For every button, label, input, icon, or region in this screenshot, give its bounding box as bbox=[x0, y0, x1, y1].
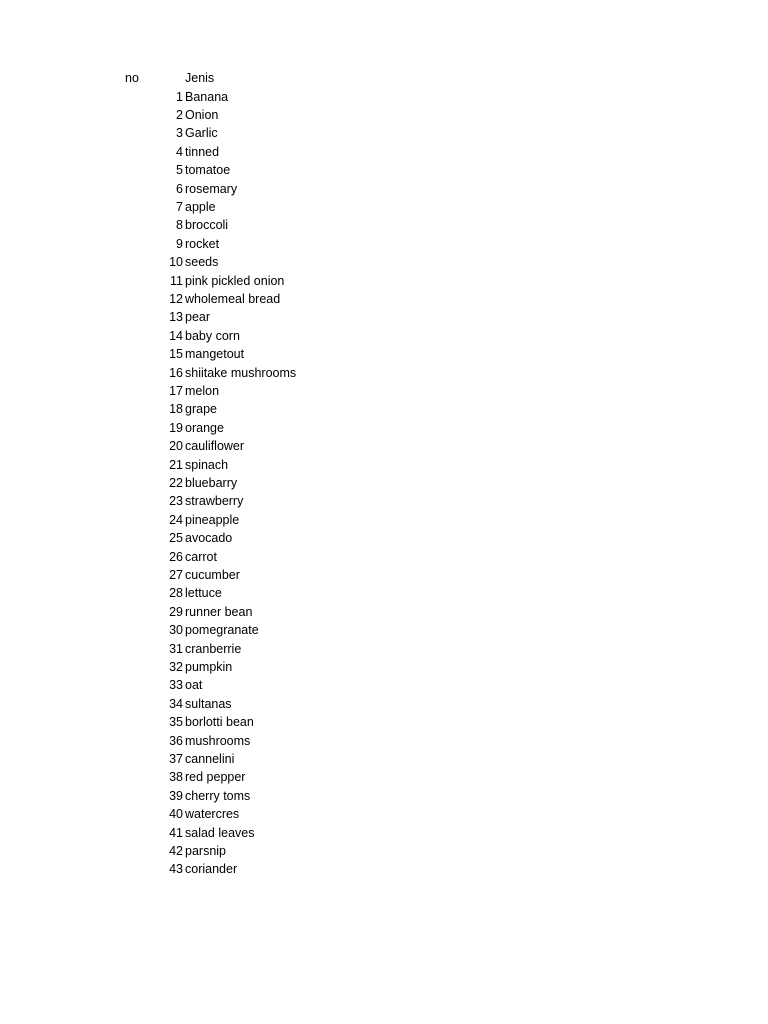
row-jenis: baby corn bbox=[185, 328, 240, 343]
row-jenis: strawberry bbox=[185, 494, 244, 509]
row-number: 22 bbox=[169, 475, 183, 490]
table-row bbox=[0, 566, 768, 584]
row-number: 19 bbox=[169, 420, 183, 435]
table-row bbox=[0, 676, 768, 694]
row-jenis: mangetout bbox=[185, 347, 245, 362]
table-row bbox=[0, 419, 768, 437]
table-row bbox=[0, 272, 768, 290]
row-number: 17 bbox=[169, 383, 183, 398]
row-number: 39 bbox=[169, 788, 183, 803]
row-jenis: cucumber bbox=[185, 567, 240, 582]
row-jenis: tomatoe bbox=[185, 163, 231, 178]
row-jenis: lettuce bbox=[185, 586, 222, 601]
row-jenis: melon bbox=[185, 383, 220, 398]
row-jenis: spinach bbox=[185, 457, 229, 472]
table-row bbox=[0, 548, 768, 566]
table-row bbox=[0, 345, 768, 363]
table-row bbox=[0, 474, 768, 492]
table-row bbox=[0, 732, 768, 750]
row-number: 21 bbox=[169, 457, 183, 472]
table-row bbox=[0, 511, 768, 529]
table-row bbox=[0, 695, 768, 713]
row-number: 8 bbox=[176, 218, 183, 233]
row-jenis: borlotti bean bbox=[185, 715, 254, 730]
table-row bbox=[0, 713, 768, 731]
row-number: 6 bbox=[176, 181, 183, 196]
row-number: 34 bbox=[169, 696, 183, 711]
row-number: 29 bbox=[169, 604, 183, 619]
row-number: 37 bbox=[169, 751, 183, 766]
table-row bbox=[0, 768, 768, 786]
row-number: 16 bbox=[169, 365, 183, 380]
row-number: 2 bbox=[176, 107, 183, 122]
table-row bbox=[0, 658, 768, 676]
row-jenis: cranberrie bbox=[185, 641, 242, 656]
row-jenis: cherry toms bbox=[185, 788, 251, 803]
table-row bbox=[0, 842, 768, 860]
table-row bbox=[0, 290, 768, 308]
table-row bbox=[0, 235, 768, 253]
row-number: 12 bbox=[169, 291, 183, 306]
row-number: 13 bbox=[169, 310, 183, 325]
row-number: 23 bbox=[169, 494, 183, 509]
row-jenis: Onion bbox=[185, 107, 219, 122]
row-number: 42 bbox=[169, 843, 183, 858]
row-jenis: tinned bbox=[185, 144, 220, 159]
row-number: 9 bbox=[176, 236, 183, 251]
row-number: 27 bbox=[169, 567, 183, 582]
row-jenis: parsnip bbox=[185, 843, 226, 858]
row-number: 4 bbox=[176, 144, 183, 159]
row-jenis: pumpkin bbox=[185, 659, 233, 674]
table-row bbox=[0, 787, 768, 805]
table-row bbox=[0, 824, 768, 842]
row-number: 25 bbox=[169, 531, 183, 546]
row-number: 32 bbox=[169, 659, 183, 674]
table-row bbox=[0, 529, 768, 547]
row-jenis: mushrooms bbox=[185, 733, 251, 748]
row-jenis: shiitake mushrooms bbox=[185, 365, 297, 380]
row-number: 40 bbox=[169, 807, 183, 822]
row-number: 7 bbox=[176, 199, 183, 214]
table-row bbox=[0, 621, 768, 639]
row-jenis: pineapple bbox=[185, 512, 240, 527]
table-row bbox=[0, 327, 768, 345]
row-jenis: red pepper bbox=[185, 770, 246, 785]
table-row bbox=[0, 640, 768, 658]
row-number: 35 bbox=[169, 715, 183, 730]
row-number: 26 bbox=[169, 549, 183, 564]
table-row bbox=[0, 180, 768, 198]
table-row bbox=[0, 88, 768, 106]
table-row bbox=[0, 308, 768, 326]
table-row bbox=[0, 161, 768, 179]
row-jenis: seeds bbox=[185, 255, 219, 270]
row-number: 3 bbox=[176, 126, 183, 141]
row-number: 20 bbox=[169, 439, 183, 454]
row-jenis: runner bean bbox=[185, 604, 253, 619]
table-row bbox=[0, 364, 768, 382]
row-jenis: oat bbox=[185, 678, 203, 693]
header-jenis: Jenis bbox=[185, 71, 215, 85]
row-jenis: grape bbox=[185, 402, 217, 417]
row-jenis: pear bbox=[185, 310, 211, 325]
row-number: 18 bbox=[169, 402, 183, 417]
row-jenis: salad leaves bbox=[185, 825, 255, 840]
row-number: 38 bbox=[169, 770, 183, 785]
row-jenis: apple bbox=[185, 199, 216, 214]
row-jenis: orange bbox=[185, 420, 224, 435]
header-no: no bbox=[125, 71, 139, 85]
table-row bbox=[0, 603, 768, 621]
row-number: 30 bbox=[169, 623, 183, 638]
row-jenis: wholemeal bread bbox=[185, 291, 281, 306]
row-number: 31 bbox=[169, 641, 183, 656]
row-number: 5 bbox=[176, 163, 183, 178]
row-number: 10 bbox=[169, 255, 183, 270]
row-jenis: cauliflower bbox=[185, 439, 245, 454]
table-row bbox=[0, 750, 768, 768]
row-jenis: rocket bbox=[185, 236, 220, 251]
row-jenis: carrot bbox=[185, 549, 217, 564]
table-row bbox=[0, 805, 768, 823]
row-jenis: pomegranate bbox=[185, 623, 259, 638]
table-row bbox=[0, 198, 768, 216]
row-jenis: Banana bbox=[185, 89, 229, 104]
row-jenis: avocado bbox=[185, 531, 233, 546]
table-row bbox=[0, 143, 768, 161]
table-row bbox=[0, 584, 768, 602]
row-jenis: pink pickled onion bbox=[185, 273, 285, 288]
row-jenis: coriander bbox=[185, 862, 238, 877]
header-row bbox=[0, 69, 768, 87]
table-row bbox=[0, 400, 768, 418]
table-row bbox=[0, 216, 768, 234]
table-row bbox=[0, 382, 768, 400]
row-number: 28 bbox=[169, 586, 183, 601]
row-number: 33 bbox=[169, 678, 183, 693]
table-row bbox=[0, 253, 768, 271]
table-row bbox=[0, 860, 768, 878]
table-row bbox=[0, 456, 768, 474]
row-number: 36 bbox=[169, 733, 183, 748]
table-row bbox=[0, 106, 768, 124]
row-jenis: sultanas bbox=[185, 696, 232, 711]
row-number: 11 bbox=[170, 273, 183, 288]
table-row bbox=[0, 492, 768, 510]
row-number: 1 bbox=[176, 89, 183, 104]
row-jenis: bluebarry bbox=[185, 475, 238, 490]
row-jenis: Garlic bbox=[185, 126, 218, 141]
table-row bbox=[0, 437, 768, 455]
row-jenis: watercres bbox=[185, 807, 240, 822]
row-jenis: broccoli bbox=[185, 218, 229, 233]
row-number: 24 bbox=[169, 512, 183, 527]
row-jenis: cannelini bbox=[185, 751, 235, 766]
row-jenis: rosemary bbox=[185, 181, 238, 196]
row-number: 14 bbox=[169, 328, 183, 343]
table-row bbox=[0, 124, 768, 142]
row-number: 43 bbox=[169, 862, 183, 877]
row-number: 41 bbox=[169, 825, 183, 840]
row-number: 15 bbox=[169, 347, 183, 362]
